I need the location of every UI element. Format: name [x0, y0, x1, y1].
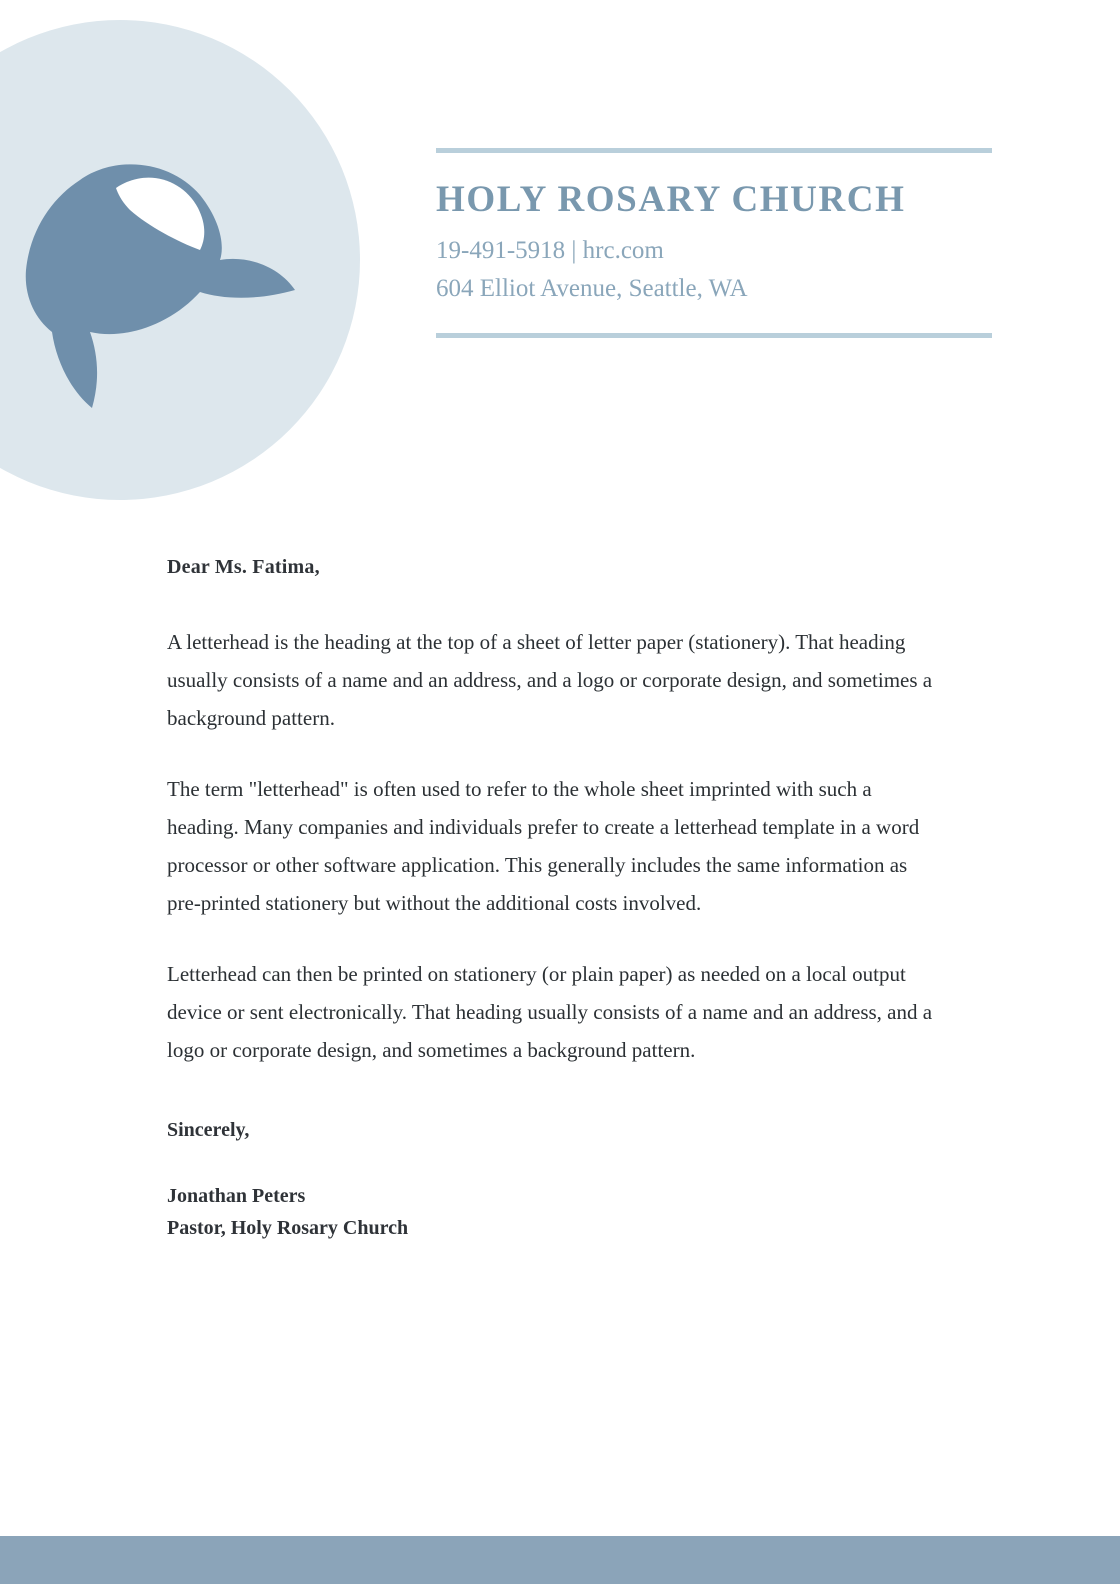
header-divider-bottom: [436, 333, 992, 338]
letter-paragraph: The term "letterhead" is often used to refer to the whole sheet imprinted with such a heading. Many companies and individuals prefer to create a letterhead template in a word processor or other software application. This generally includes the same information as pre-printed stationery but without the additional costs involved.: [167, 776, 920, 916]
letter-paragraph: Letterhead can then be printed on stationery (or plain paper) as needed on a local output device or sent electronically. That heading usually consists of a name and an address, and a logo or corporate design, and sometimes a background pattern.: [167, 961, 933, 1062]
organization-name: HOLY ROSARY CHURCH: [436, 179, 906, 220]
letterhead-header: [0, 0, 1120, 500]
organization-address: 604 Elliot Avenue, Seattle, WA: [436, 275, 748, 303]
letter-salutation: Dear Ms. Fatima,: [167, 556, 320, 578]
signer-title: Pastor, Holy Rosary Church: [167, 1217, 409, 1240]
organization-phone-website: 19-491-5918 | hrc.com: [436, 236, 664, 264]
letter-paragraph: A letterhead is the heading at the top of a sheet of letter paper (stationery). That heading usually consists of a name and an address, and a logo or corporate design, and sometimes a background pattern.: [167, 630, 933, 731]
signer-name: Jonathan Peters: [167, 1185, 306, 1208]
header-divider-top: [436, 148, 992, 153]
letter-closing: Sincerely,: [167, 1119, 250, 1142]
signature-block: [167, 1180, 942, 1244]
dove-bird-logo-icon: [20, 150, 310, 420]
organization-info-block: [436, 148, 992, 338]
footer-accent-bar: [0, 1536, 1120, 1584]
letter-body: [167, 556, 942, 1244]
